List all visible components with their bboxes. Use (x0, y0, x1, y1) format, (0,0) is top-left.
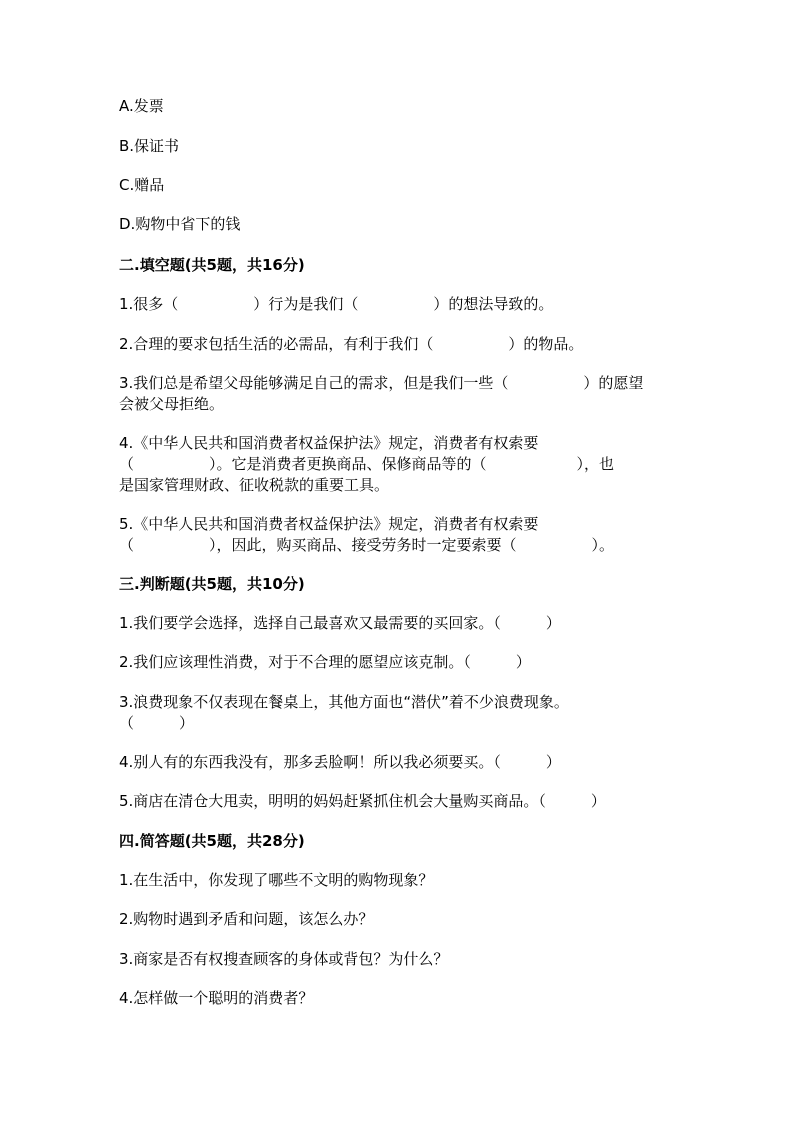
option-d: D.购物中省下的钱 (119, 215, 241, 233)
section-true-false-title: 三.判断题(共5题，共10分) (119, 575, 305, 593)
fill-blank-question-3-line-2: 会被父母拒绝。 (119, 395, 225, 413)
fill-blank-question-5-line-2: （ ），因此，购买商品、接受劳务时一定要索要（ ）。 (119, 536, 615, 554)
true-false-question-5: 5.商店在清仓大甩卖，明明的妈妈赶紧抓住机会大量购买商品。（ ） (119, 792, 606, 810)
fill-blank-question-1: 1.很多（ ）行为是我们（ ）的想法导致的。 (119, 295, 554, 313)
short-answer-question-2: 2.购物时遇到矛盾和问题，该怎么办？ (119, 910, 374, 928)
true-false-question-3-line-2: （ ） (119, 714, 195, 732)
fill-blank-question-4-line-2: （ ）。它是消费者更换商品、保修商品等的（ ），也 (119, 455, 615, 473)
true-false-question-2: 2.我们应该理性消费，对于不合理的愿望应该克制。（ ） (119, 653, 531, 671)
section-fill-blank-title: 二.填空题(共5题，共16分) (119, 256, 305, 274)
true-false-question-3-line-1: 3.浪费现象不仅表现在餐桌上，其他方面也“潜伏”着不少浪费现象。 (119, 693, 569, 711)
fill-blank-question-5-line-1: 5.《中华人民共和国消费者权益保护法》规定，消费者有权索要 (119, 515, 539, 533)
true-false-question-1: 1.我们要学会选择，选择自己最喜欢又最需要的买回家。（ ） (119, 614, 561, 632)
short-answer-question-1: 1.在生活中，你发现了哪些不文明的购物现象？ (119, 871, 434, 889)
option-b: B.保证书 (119, 137, 180, 155)
fill-blank-question-2: 2.合理的要求包括生活的必需品，有利于我们（ ）的物品。 (119, 335, 584, 353)
true-false-question-4: 4.别人有的东西我没有，那多丢脸啊！所以我必须要买。（ ） (119, 753, 561, 771)
short-answer-question-3: 3.商家是否有权搜查顾客的身体或背包？为什么？ (119, 950, 449, 968)
option-a: A.发票 (119, 97, 164, 115)
short-answer-question-4: 4.怎样做一个聪明的消费者？ (119, 989, 314, 1007)
section-short-answer-title: 四.简答题(共5题，共28分) (119, 832, 305, 850)
fill-blank-question-3-line-1: 3.我们总是希望父母能够满足自己的需求，但是我们一些（ ）的愿望 (119, 374, 644, 392)
fill-blank-question-4-line-3: 是国家管理财政、征收税款的重要工具。 (119, 476, 390, 494)
option-c: C.赠品 (119, 176, 165, 194)
fill-blank-question-4-line-1: 4.《中华人民共和国消费者权益保护法》规定，消费者有权索要 (119, 434, 539, 452)
